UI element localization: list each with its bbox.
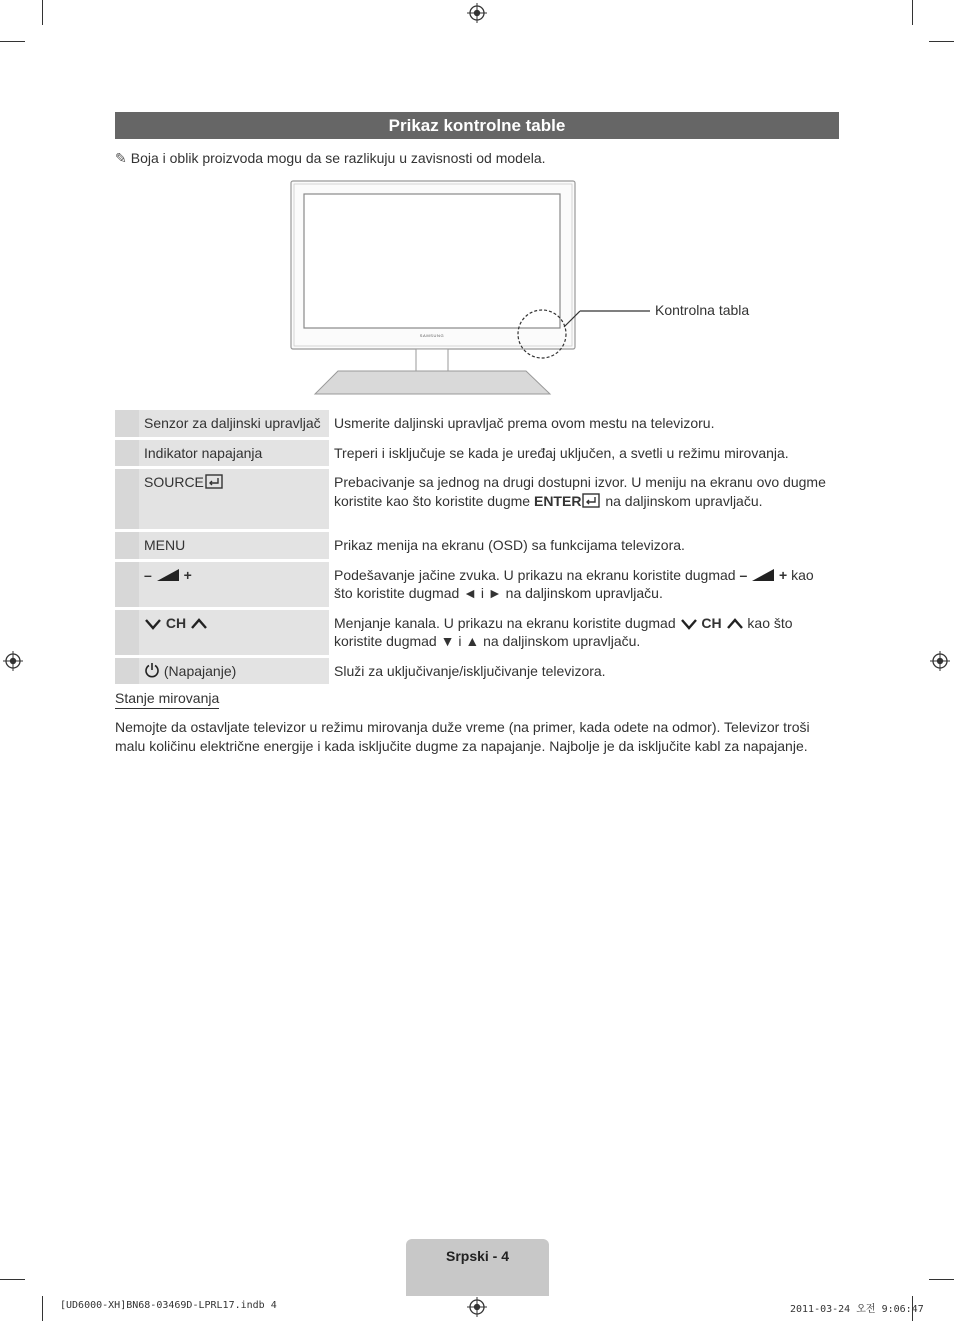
footer-timestamp: 2011-03-24 오전 9:06:47 bbox=[790, 1304, 924, 1315]
row-desc-text: na daljinskom upravljaču. bbox=[601, 492, 763, 509]
volume-minus-label: – bbox=[144, 566, 152, 583]
callout-label: Kontrolna tabla bbox=[655, 302, 750, 318]
row-label: Indikator napajanja bbox=[139, 440, 329, 467]
row-desc bbox=[329, 562, 839, 607]
row-marker bbox=[115, 532, 139, 559]
row-label: MENU bbox=[139, 532, 329, 559]
row-marker bbox=[115, 610, 139, 655]
table-row bbox=[115, 562, 839, 607]
tv-brand-logo: SAMSUNG bbox=[419, 333, 445, 338]
row-desc-text: Podešavanje jačine zvuka. U prikazu na ekranu koristite dugmad bbox=[334, 566, 740, 583]
crop-mark bbox=[0, 1279, 25, 1280]
crop-mark bbox=[912, 0, 913, 25]
control-panel-table bbox=[115, 407, 839, 687]
volume-minus-label: – bbox=[739, 566, 748, 583]
channel-label: CH bbox=[165, 614, 187, 631]
row-label bbox=[139, 610, 329, 655]
row-desc-text: Menjanje kanala. U prikazu na ekranu koristite dugmad bbox=[334, 614, 680, 631]
source-label: SOURCE bbox=[144, 474, 204, 490]
row-marker bbox=[115, 658, 139, 685]
enter-icon bbox=[581, 493, 601, 508]
row-desc-text: kao što koristite dugmad ▼ i ▲ na daljinskom upravljaču. bbox=[334, 614, 793, 649]
page-number-tab: Srpski - 4 bbox=[406, 1239, 549, 1296]
table-row bbox=[115, 469, 839, 529]
chevron-down-icon bbox=[680, 618, 698, 630]
standby-heading: Stanje mirovanja bbox=[115, 690, 219, 709]
table-row bbox=[115, 658, 839, 685]
chevron-up-icon bbox=[726, 618, 744, 630]
row-desc: Treperi i isključuje se kada je uređaj uključen, a svetli u režimu mirovanja. bbox=[329, 440, 839, 467]
enter-icon bbox=[204, 474, 224, 489]
row-label bbox=[139, 469, 329, 529]
callout-line-ext bbox=[580, 305, 652, 313]
row-marker bbox=[115, 469, 139, 529]
table-row bbox=[115, 610, 839, 655]
crop-mark bbox=[42, 1296, 43, 1321]
row-desc: Usmerite daljinski upravljač prema ovom mestu na televizoru. bbox=[329, 410, 839, 437]
registration-mark-icon bbox=[930, 651, 950, 671]
note-text: Boja i oblik proizvoda mogu da se razlikuju u zavisnosti od modela. bbox=[130, 150, 546, 166]
table-row bbox=[115, 440, 839, 467]
section-title-bar: Prikaz kontrolne table bbox=[115, 112, 839, 139]
row-desc bbox=[329, 469, 839, 529]
row-desc-text: kao što koristite dugmad ◄ i ► na daljinskom upravljaču. bbox=[334, 566, 814, 601]
model-note bbox=[115, 150, 546, 167]
registration-mark-icon bbox=[467, 3, 487, 23]
chevron-up-icon bbox=[190, 618, 208, 630]
pencil-note-icon: ✎ bbox=[115, 150, 127, 166]
row-marker bbox=[115, 440, 139, 467]
tv-stand-base bbox=[315, 371, 550, 394]
tv-screen bbox=[304, 194, 560, 328]
crop-mark bbox=[929, 41, 954, 42]
table-row bbox=[115, 532, 839, 559]
crop-mark bbox=[929, 1279, 954, 1280]
row-marker bbox=[115, 410, 139, 437]
power-label: (Napajanje) bbox=[163, 662, 237, 679]
row-desc bbox=[329, 610, 839, 655]
registration-mark-icon bbox=[3, 651, 23, 671]
footer-file-info: [UD6000-XH]BN68-03469D-LPRL17.indb 4 bbox=[60, 1300, 277, 1311]
crop-mark bbox=[42, 0, 43, 25]
tv-stand-neck bbox=[416, 349, 448, 373]
power-icon bbox=[144, 662, 160, 678]
enter-label: ENTER bbox=[533, 492, 582, 509]
tv-illustration bbox=[280, 175, 580, 397]
row-desc: Služi za uključivanje/isključivanje televizora. bbox=[329, 658, 839, 685]
channel-label: CH bbox=[701, 614, 722, 631]
row-label: Senzor za daljinski upravljač bbox=[139, 410, 329, 437]
standby-paragraph: Nemojte da ostavljate televizor u režimu mirovanja duže vreme (na primer, kada odete na odmor). Televizor troši malu količinu električne energije i kada isključite dugme za napajanje. Najbolje je da isključite kabl za napajanje. bbox=[115, 719, 810, 754]
volume-icon bbox=[751, 568, 775, 582]
chevron-down-icon bbox=[144, 618, 162, 630]
registration-mark-icon bbox=[467, 1297, 487, 1317]
volume-plus-label: + bbox=[183, 566, 192, 583]
crop-mark bbox=[0, 41, 25, 42]
row-desc-text: Prebacivanje sa jednog na drugi dostupni izvor. U meniju na ekranu ovo dugme koristite kao što koristite dugme bbox=[334, 474, 826, 509]
row-label bbox=[139, 658, 329, 685]
row-marker bbox=[115, 562, 139, 607]
row-label bbox=[139, 562, 329, 607]
row-desc: Prikaz menija na ekranu (OSD) sa funkcijama televizora. bbox=[329, 532, 839, 559]
volume-plus-label: + bbox=[779, 566, 788, 583]
volume-icon bbox=[156, 568, 180, 582]
table-row bbox=[115, 410, 839, 437]
